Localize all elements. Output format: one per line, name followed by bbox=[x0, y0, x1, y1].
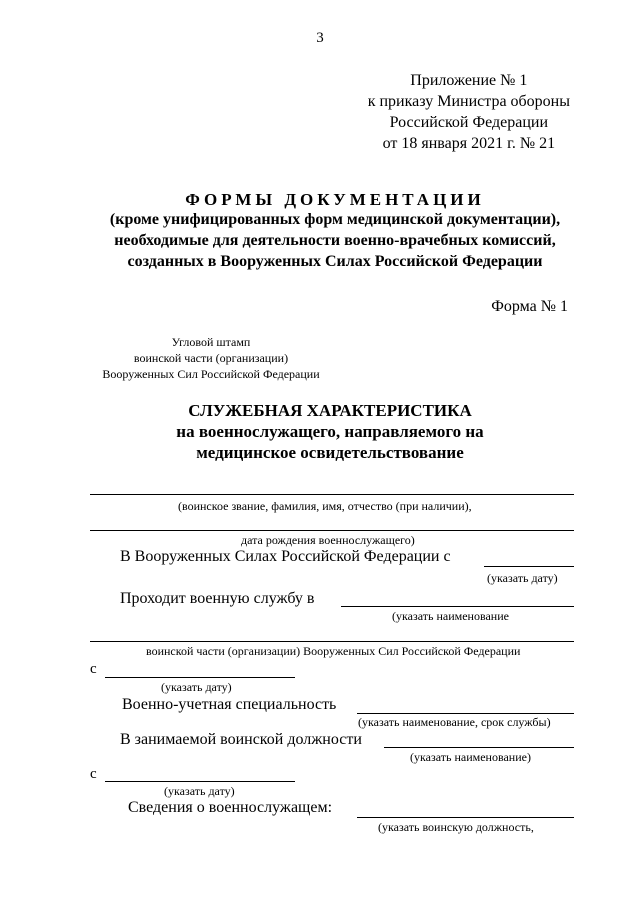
appendix-line: Приложение № 1 bbox=[410, 72, 528, 89]
info-line[interactable] bbox=[357, 817, 574, 818]
service-in-label: Проходит военную службу в bbox=[120, 590, 315, 607]
position-line[interactable] bbox=[384, 747, 574, 748]
forms-subtitle-line: (кроме унифицированных форм медицинской документации), bbox=[109, 211, 561, 228]
form-number: Форма № 1 bbox=[491, 298, 568, 315]
specialty-hint: (указать наименование, срок службы) bbox=[358, 715, 551, 729]
stamp-line: Угловой штамп bbox=[171, 335, 251, 349]
service-unit-line[interactable] bbox=[341, 606, 574, 607]
document-title bbox=[0, 400, 640, 463]
date-hint: (указать дату) bbox=[487, 571, 558, 585]
birthdate-hint: дата рождения военнослужащего) bbox=[241, 533, 415, 547]
forms-subtitle-line: созданных в Вооруженных Силах Российской Федерации bbox=[127, 253, 543, 270]
document-title-line: СЛУЖЕБНАЯ ХАРАКТЕРИСТИКА bbox=[188, 401, 472, 420]
position-label: В занимаемой воинской должности bbox=[120, 731, 362, 748]
name-hint: (воинское звание, фамилия, имя, отчество (при наличии), bbox=[178, 499, 472, 513]
appendix-line: от 18 января 2021 г. № 21 bbox=[382, 135, 556, 152]
since-date-line[interactable] bbox=[105, 677, 295, 678]
stamp-line: Вооруженных Сил Российской Федерации bbox=[102, 367, 320, 381]
armed-forces-date-line[interactable] bbox=[484, 566, 574, 567]
specialty-line[interactable] bbox=[357, 713, 574, 714]
position-hint: (указать наименование) bbox=[410, 750, 531, 764]
info-label: Сведения о военнослужащем: bbox=[128, 799, 333, 816]
specialty-label: Военно-учетная специальность bbox=[122, 696, 337, 713]
unit-hint: воинской части (организации) Вооруженных Сил Российской Федерации bbox=[146, 644, 521, 658]
name-field-line[interactable] bbox=[90, 494, 574, 495]
since-label: с bbox=[90, 661, 97, 677]
document-title-line: медицинское освидетельствование bbox=[196, 443, 464, 462]
unit-field-line[interactable] bbox=[90, 641, 574, 642]
date-hint: (указать дату) bbox=[161, 680, 232, 694]
birthdate-field-line[interactable] bbox=[90, 530, 574, 531]
document-title-line: на военнослужащего, направляемого на bbox=[176, 422, 484, 441]
appendix-line: Российской Федерации bbox=[389, 114, 549, 131]
forms-title: ФОРМЫ ДОКУМЕНТАЦИИ bbox=[185, 190, 485, 209]
armed-forces-since-label: В Вооруженных Силах Российской Федерации с bbox=[120, 548, 451, 565]
appendix-line: к приказу Министра обороны bbox=[367, 93, 570, 110]
unit-name-hint: (указать наименование bbox=[392, 609, 509, 623]
appendix-header bbox=[368, 70, 570, 154]
forms-subtitle bbox=[0, 209, 640, 272]
corner-stamp-label bbox=[92, 334, 330, 382]
page-number: 3 bbox=[316, 30, 324, 46]
since-label: с bbox=[90, 766, 97, 782]
forms-subtitle-line: необходимые для деятельности военно-врачебных комиссий, bbox=[114, 232, 556, 249]
since-date-line[interactable] bbox=[105, 781, 295, 782]
info-hint: (указать воинскую должность, bbox=[378, 820, 534, 834]
date-hint: (указать дату) bbox=[164, 784, 235, 798]
stamp-line: воинской части (организации) bbox=[133, 351, 289, 365]
